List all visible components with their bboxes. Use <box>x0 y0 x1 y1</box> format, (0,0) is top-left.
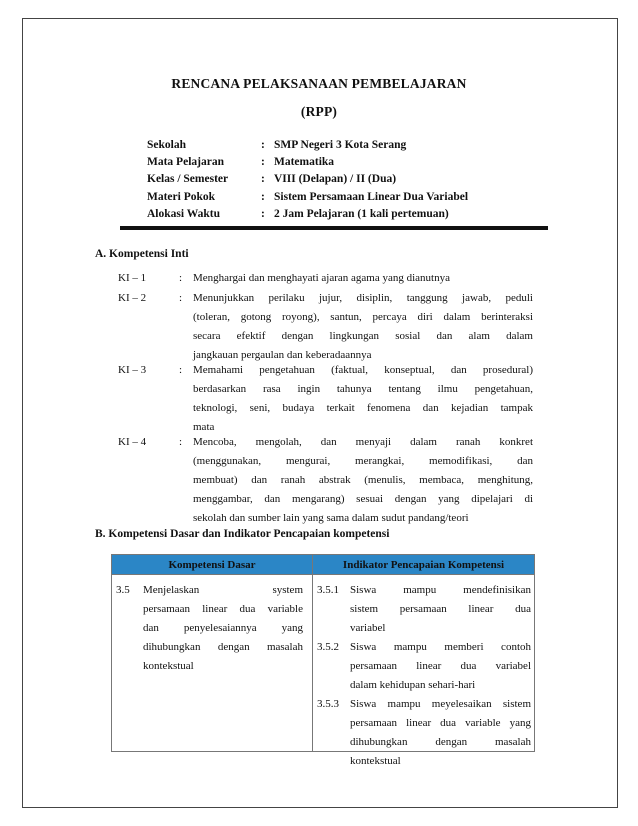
ki-sep: : <box>179 364 183 376</box>
identity-sep: : <box>261 156 265 168</box>
ki-text <box>193 289 533 365</box>
ki-line: teknologi, seni, budaya terkait fenomena dan kejadian tampak <box>193 402 533 414</box>
ki-line: menggambar, dan mengarang) sesuai dengan yang dipelajari di <box>193 493 533 505</box>
kd-cell <box>112 575 313 752</box>
kd-line: persamaan linear dua variable <box>143 603 303 615</box>
identity-key: Alokasi Waktu <box>147 208 220 220</box>
ki-line: Menghargai dan menghayati ajaran agama yang dianutnya <box>193 272 450 284</box>
document-subtitle: (RPP) <box>300 104 338 119</box>
kd-text <box>143 581 303 676</box>
ki-line: jangkauan pergaulan dan keberadaannya <box>193 349 372 361</box>
ki-text <box>193 433 533 528</box>
ki-label: KI – 4 <box>118 436 147 448</box>
identity-value: VIII (Delapan) / II (Dua) <box>274 173 397 185</box>
indicator-line: variabel <box>350 622 386 634</box>
indicator-line: sistem persamaan linear dua <box>350 603 531 615</box>
header-divider <box>120 226 548 230</box>
ki-line: membuat) dan ranah abstrak (menulis, membaca, menghitung, <box>193 474 533 486</box>
kd-line: dihubungkan dengan masalah <box>143 641 303 653</box>
ki-sep: : <box>179 436 183 448</box>
ki-label: KI – 2 <box>118 292 147 304</box>
kd-number: 3.5 <box>116 584 130 596</box>
identity-value: SMP Negeri 3 Kota Serang <box>274 139 407 151</box>
ki-label: KI – 1 <box>118 272 147 284</box>
identity-sep: : <box>261 191 265 203</box>
ki-line: Menunjukkan perilaku jujur, disiplin, tanggung jawab, peduli <box>193 292 533 304</box>
indicator-number: 3.5.3 <box>317 698 339 710</box>
kd-line: dan penyelesaiannya yang <box>143 622 303 634</box>
ki-sep: : <box>179 292 183 304</box>
identity-sep: : <box>261 208 265 220</box>
indicator-line: kontekstual <box>350 755 401 767</box>
document-title: RENCANA PELAKSANAAN PEMBELAJARAN <box>171 76 467 91</box>
indicator-line: persamaan linear dua variable yang <box>350 717 531 729</box>
kd-line: kontekstual <box>143 660 194 672</box>
indicator-line: dihubungkan dengan masalah <box>350 736 531 748</box>
identity-key: Sekolah <box>147 139 186 151</box>
ki-label: KI – 3 <box>118 364 147 376</box>
indicator-line: Siswa mampu memberi contoh <box>350 641 531 653</box>
identity-sep: : <box>261 139 265 151</box>
indicator-text <box>350 638 531 695</box>
indicator-number: 3.5.1 <box>317 584 339 596</box>
identity-value: Matematika <box>274 156 335 168</box>
section-b-heading: B. Kompetensi Dasar dan Indikator Pencapaian kompetensi <box>95 528 390 540</box>
ki-line: sekolah dan sumber lain yang sama dalam sudut pandang/teori <box>193 512 469 524</box>
ki-line: (menggunakan, mengurai, merangkai, memodifikasi, dan <box>193 455 533 467</box>
identity-key: Materi Pokok <box>147 191 216 203</box>
table-header-row <box>112 555 535 575</box>
indicator-text <box>350 695 531 771</box>
identity-value: Sistem Persamaan Linear Dua Variabel <box>274 191 469 203</box>
identity-key: Kelas / Semester <box>147 173 229 185</box>
header-kompetensi-dasar: Kompetensi Dasar <box>112 555 313 575</box>
ki-line: Mencoba, mengolah, dan menyaji dalam ranah konkret <box>193 436 533 448</box>
ki-line: berdasarkan rasa ingin tahunya tentang ilmu pengetahuan, <box>193 383 533 395</box>
indicator-line: dalam kehidupan sehari-hari <box>350 679 476 691</box>
ki-sep: : <box>179 272 183 284</box>
indicator-line: Siswa mampu mendefinisikan <box>350 584 531 596</box>
ki-text <box>193 269 533 288</box>
identity-sep: : <box>261 173 265 185</box>
table-row <box>112 575 535 752</box>
ki-line: secara efektif dengan lingkungan sosial dan alam dalam <box>193 330 533 342</box>
ki-line: mata <box>193 421 215 433</box>
ki-line: Memahami pengetahuan (faktual, konseptual, dan prosedural) <box>193 364 533 376</box>
section-a-heading: A. Kompetensi Inti <box>95 248 189 260</box>
competency-table <box>111 554 535 767</box>
ki-text <box>193 361 533 437</box>
header-indikator: Indikator Pencapaian Kompetensi <box>313 555 535 575</box>
indicator-text <box>350 581 531 638</box>
indicator-number: 3.5.2 <box>317 641 339 653</box>
indicator-cell <box>313 575 535 767</box>
identity-value: 2 Jam Pelajaran (1 kali pertemuan) <box>274 208 449 220</box>
identity-key: Mata Pelajaran <box>147 156 224 168</box>
kd-line: Menjelaskan system <box>143 584 303 596</box>
indicator-line: persamaan linear dua variabel <box>350 660 531 672</box>
ki-line: (toleran, gotong royong), santun, percaya diri dalam berinteraksi <box>193 311 533 323</box>
indicator-line: Siswa mampu meyelesaikan sistem <box>350 698 531 710</box>
